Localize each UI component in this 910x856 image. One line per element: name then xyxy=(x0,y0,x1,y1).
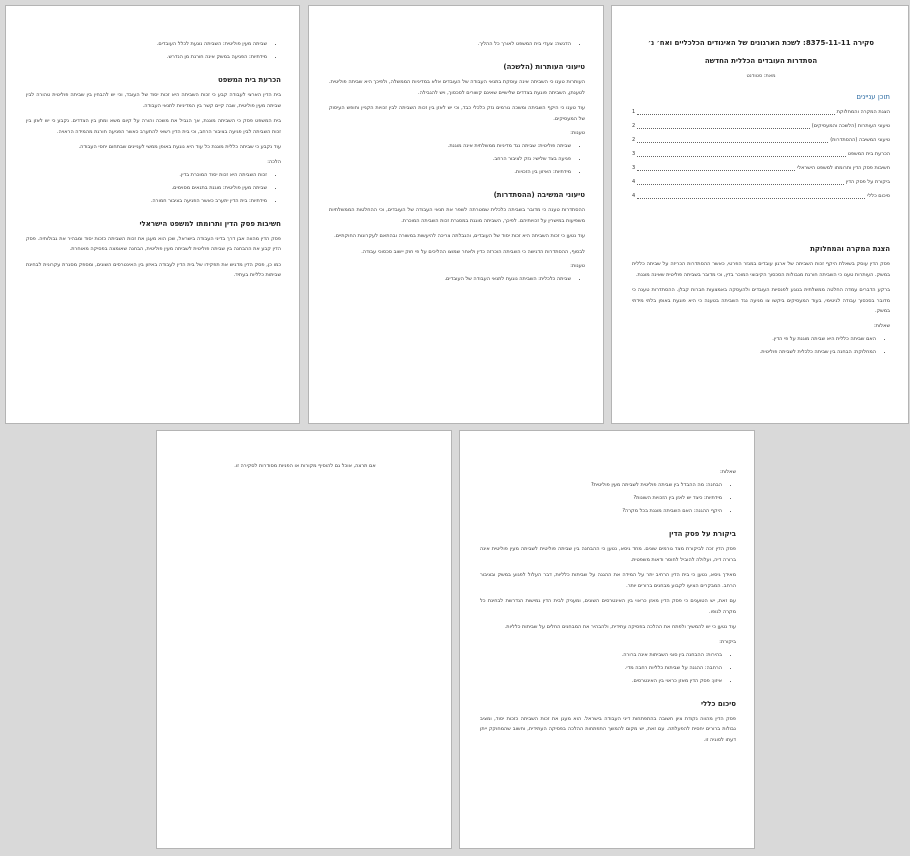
toc-entry-page: 4 xyxy=(632,193,636,199)
paragraph: לבסוף, ההסתדרות הדגישה כי השביתה הוכרזה כדין ולאחר שמוצו ההליכים על פי חוק יישוב סכסוכי עבודה. xyxy=(361,248,585,255)
list-label: שאלות: xyxy=(719,469,736,475)
toc-entry-page: 2 xyxy=(632,123,636,129)
list-item: • מידתיות: בית הדין יתערב כאשר הפגיעה בציבור חמורה. xyxy=(26,195,267,208)
paragraph: העותרות טענו כי השביתה אינה עוסקת בתנאי העבודה של העובדים אלא במדיניות הממשלה, ולפיכך היא שביתה פוליטית. לטענתן, השביתה פוגעת בצדדים שלישיים שאינם קשורים לסכסוך, ויש להגבילה. xyxy=(329,79,585,96)
toc-entry-title: טיעוני המשיבה (ההסתדרות) xyxy=(830,137,890,143)
toc-heading: תוכן עניינים xyxy=(856,93,890,101)
list-item: • זכות השביתה היא זכות יסוד המוכרת בדין. xyxy=(26,169,267,182)
paragraph: פסק הדין עוסק בשאלת היקף זכות השביתה של ארגון עובדים במגזר הפרטי, כאשר ההסתדרות הכריזה על שביתה כללית במשק. העותרות טענו כי השביתה חורגת מגבולות הסכסוך הקיבוצי המוכר בדין, וכי מדובר בשביתה פוליטית שאינה מוגנת. xyxy=(632,261,890,278)
closing-note: אם תרצה, אוכל גם להוסיף מקורות או הפניות מסודרות לסקירה זו. xyxy=(234,463,376,469)
toc-entry-title: הצגת המקרה והמחלוקת xyxy=(836,109,890,115)
bullet-list xyxy=(329,273,585,286)
toc-entry-title: סיכום כללי xyxy=(867,193,890,199)
paragraph: עוד נקבע כי שביתה כללית מוגנת כל עוד היא נוגעת באופן ממשי לעניינים שבתחום יחסי העבודה. xyxy=(78,144,281,150)
paragraph: ברקע הדברים עמדה החלטה ממשלתית בנוגע לפנסיות העובדים ולהעסקה באמצעות חברות קבלן. ההסתדרות טענה כי מדובר בסכסוך עבודה לגיטימי, בעוד המעסיקים ביקשו צו מניעה נגד השביתה בטענה כי היא פוגעת באופן בלתי מידתי במשק. xyxy=(632,287,890,314)
paragraph: עוד טענו כי היקף השביתה ומשכה גורמים נזק כלכלי כבד, וכי יש לאזן בין זכות השביתה לבין זכויות הקניין וחופש העיסוק של המעסיקים. xyxy=(329,105,585,122)
list-item: • שביתה מעין פוליטית: השביתה נוגעת לכלל העובדים. xyxy=(26,38,267,51)
toc-entry-title: הכרעת בית המשפט xyxy=(847,151,890,157)
toc-entry[interactable] xyxy=(632,175,890,189)
paragraph: כמו כן, פסק הדין מדגיש את תפקידו של בית הדין לעבודה באיזון בין האינטרסים השונים, ומספק מסגרת עקרונית לבחינת שביתות כלליות בעתיד. xyxy=(26,261,281,278)
toc-entry[interactable] xyxy=(632,133,890,147)
list-item: • איזון: פסק הדין מאזן כראוי בין האינטרסים. xyxy=(480,675,722,688)
toc-entry-title: חשיבות פסק הדין ותרומתו למשפט הישראלי xyxy=(797,165,890,171)
list-item: • שביתה כלכלית: השביתה נוגעת לתנאי העבודה של העובדים. xyxy=(329,273,571,286)
list-label: טענות: xyxy=(570,130,585,136)
paragraph: פסק הדין זכה לביקורת מצד גורמים שונים. מחד גיסא, נטען כי ההבחנה בין שביתה פוליטית לשביתה מעין פוליטית אינה ברורה דיה, ועלולה להוביל לחוסר ודאות משפטית. xyxy=(480,546,736,563)
bullet-list xyxy=(632,333,890,359)
bullet-list xyxy=(26,38,281,64)
page-1 xyxy=(611,5,909,424)
section-heading: ביקורת על פסק הדין xyxy=(669,530,736,538)
paragraph: עוד נטען כי יש להמשיך ולפתח את ההלכה בפסיקה עתידית, ולהבהיר את המבחנים החלים על שביתות כלליות. xyxy=(504,624,736,630)
list-item: • הרחבה: ההגנה על שביתות כלליות רחבה מדי. xyxy=(480,662,722,675)
list-item: • מידתיות: האיזון בין הזכויות. xyxy=(329,166,571,179)
page-3 xyxy=(5,5,300,424)
toc-entry-page: 1 xyxy=(632,109,636,115)
paragraph: בית המשפט פסק כי השביתה מוגנת, אך הגביל את משכה והורה על קיום משא ומתן בין הצדדים. נקבע כי יש לאזן בין זכות השביתה לבין פגיעה בציבור הרחב, וכי בית הדין רשאי להתערב כאשר הפגיעה חורגת מהמידה הראויה. xyxy=(26,118,281,135)
list-item: • הבחנה: מה ההבדל בין שביתה פוליטית לשביתה מעין פוליטית? xyxy=(480,479,722,492)
bullet-list xyxy=(480,649,736,688)
section-heading: הכרעת בית המשפט xyxy=(218,76,281,84)
bullet-list xyxy=(26,169,281,208)
paragraph: מאידך גיסא, נטען כי בית הדין הרחיב יתר על המידה את ההגנה על שביתות כלליות, דבר העלול לפגוע במשק ובציבור הרחב. המבקרים הציעו לקבוע מבחנים ברורים יותר. xyxy=(480,572,736,589)
toc-entry[interactable] xyxy=(632,105,890,119)
bullet-list xyxy=(480,479,736,518)
toc-entry-page: 2 xyxy=(632,137,636,143)
toc-entry[interactable] xyxy=(632,189,890,203)
list-item: • הדגשה: צעדי בית המשפט לאורך כל ההליך. xyxy=(329,38,571,51)
page-4-content xyxy=(480,463,736,750)
paragraph: ההסתדרות טענה כי מדובר בשביתה כלכלית שמטרתה לשפר את תנאי העבודה של העובדים, וכי ההחלטות הממשלתיות משפיעות במישרין על זכויותיהם. לפיכך, השביתה מוגנת במסגרת זכות השביתה המוכרת. xyxy=(329,207,585,224)
list-item: • שביתה פוליטית: שביתה נגד מדיניות ממשלתית אינה מוגנת. xyxy=(329,140,571,153)
toc-entry[interactable] xyxy=(632,119,890,133)
section-heading: טיעוני המשיבה (ההסתדרות) xyxy=(493,191,585,199)
list-item: • בהירות: ההבחנה בין סוגי השביתות אינה ברורה. xyxy=(480,649,722,662)
page-2-content xyxy=(329,38,585,292)
toc-entry-page: 3 xyxy=(632,165,636,171)
list-label: שאלות: xyxy=(873,322,890,329)
list-item: • פגיעה בצד שלישי: נזק לציבור הרחב. xyxy=(329,153,571,166)
paragraph: בית הדין הארצי לעבודה קבע כי זכות השביתה היא זכות יסוד של העובד, וכי יש להבחין בין שביתה פוליטית טהורה לבין שביתה מעין פוליטית, שבה קיים קשר בין המדיניות לתנאי העבודה. xyxy=(26,92,281,109)
page-5-content xyxy=(177,463,433,469)
list-item: • שביתה מעין פוליטית: מוגנת בתנאים מסוימים. xyxy=(26,182,267,195)
paragraph: עם זאת, יש הטוענים כי פסק הדין מאזן כראוי בין האינטרסים השונים, ומעניק לבית הדין גמישות הנדרשת לבחינת כל מקרה לגופו. xyxy=(480,598,736,615)
bullet-list xyxy=(329,140,585,179)
list-label: טענות: xyxy=(570,263,585,269)
toc-entry-title: טיעוני העותרות (הלשכה והמעסיקים) xyxy=(811,123,890,129)
section-heading: חשיבות פסק הדין ותרומתו למשפט הישראלי xyxy=(139,219,281,228)
title-line-1: סקירה 8375-11-11: לשכת הארגונים של האיגודים הכלכליים ואח׳ נ׳ xyxy=(647,39,875,47)
page-4 xyxy=(459,430,755,849)
toc-entry-title: ביקורת על פסק הדין xyxy=(845,179,890,185)
toc-entry-page: 4 xyxy=(632,179,636,185)
section-heading: הצגת המקרה והמחלוקת xyxy=(810,245,890,253)
page-3-content xyxy=(26,38,281,286)
list-item: • האם שביתה כללית היא שביתה מוגנת על פי הדין. xyxy=(632,333,876,346)
list-item: • מידתיות: הפגיעה במשק אינה חורגת מן הנדרש. xyxy=(26,51,267,64)
list-item: • המחלוקת: הבחנה בין שביתה כלכלית לשביתה פוליטית. xyxy=(632,346,876,359)
list-item: • מידתיות: כיצד יש לאזן בין הזכויות השונות? xyxy=(480,492,722,505)
table-of-contents xyxy=(632,105,890,203)
page-2 xyxy=(308,5,604,424)
toc-entry[interactable] xyxy=(632,147,890,161)
list-label: ביקורת: xyxy=(719,638,736,645)
paragraph: פסק הדין מהווה נקודת ציון חשובה בהתפתחות דיני העבודה בישראל. הוא מעגן את זכות השביתה כזכות יסוד, ומציב גבולות ברורים יחסית להפעלתה. עם זאת, יש מקום להמשך התפתחות ההלכה בפסיקה העתידית, וחשוב שהמחוקק ייתן דעתו לסוגיה זו. xyxy=(480,715,736,743)
paragraph: עוד נטען כי זכות השביתה היא זכות יסוד של העובדים, והגבלתה צריכה להיעשות במשורה ובהתאם לעקרונות החוקתיים. xyxy=(334,233,585,239)
title-line-2: הסתדרות העובדים הכללית החדשה xyxy=(704,57,818,65)
bullet-list xyxy=(329,38,585,51)
author-line: מאת: סטודנט xyxy=(746,73,776,79)
list-item: • היקף ההגנה: האם השביתה מוגנת בכל מקרה? xyxy=(480,505,722,518)
page-5 xyxy=(156,430,452,849)
section-heading: טיעוני העותרות (הלשכה) xyxy=(503,63,585,71)
toc-entry-page: 3 xyxy=(632,151,636,157)
document-title xyxy=(632,38,890,67)
section-heading: סיכום כללי xyxy=(701,699,736,708)
paragraph: פסק הדין מהווה אבן דרך בדיני העבודה בישראל, שכן הוא מעגן את זכות השביתה כזכות יסוד ומבהיר את גבולותיה. פסק הדין קבע את ההבחנה בין שביתה פוליטית לשביתה מעין פוליטית, הבחנה שאומצה בפסיקה מאוחרת. xyxy=(26,235,281,252)
list-label: הלכה: xyxy=(267,158,281,165)
page-1-content xyxy=(632,38,890,365)
toc-entry[interactable] xyxy=(632,161,890,175)
